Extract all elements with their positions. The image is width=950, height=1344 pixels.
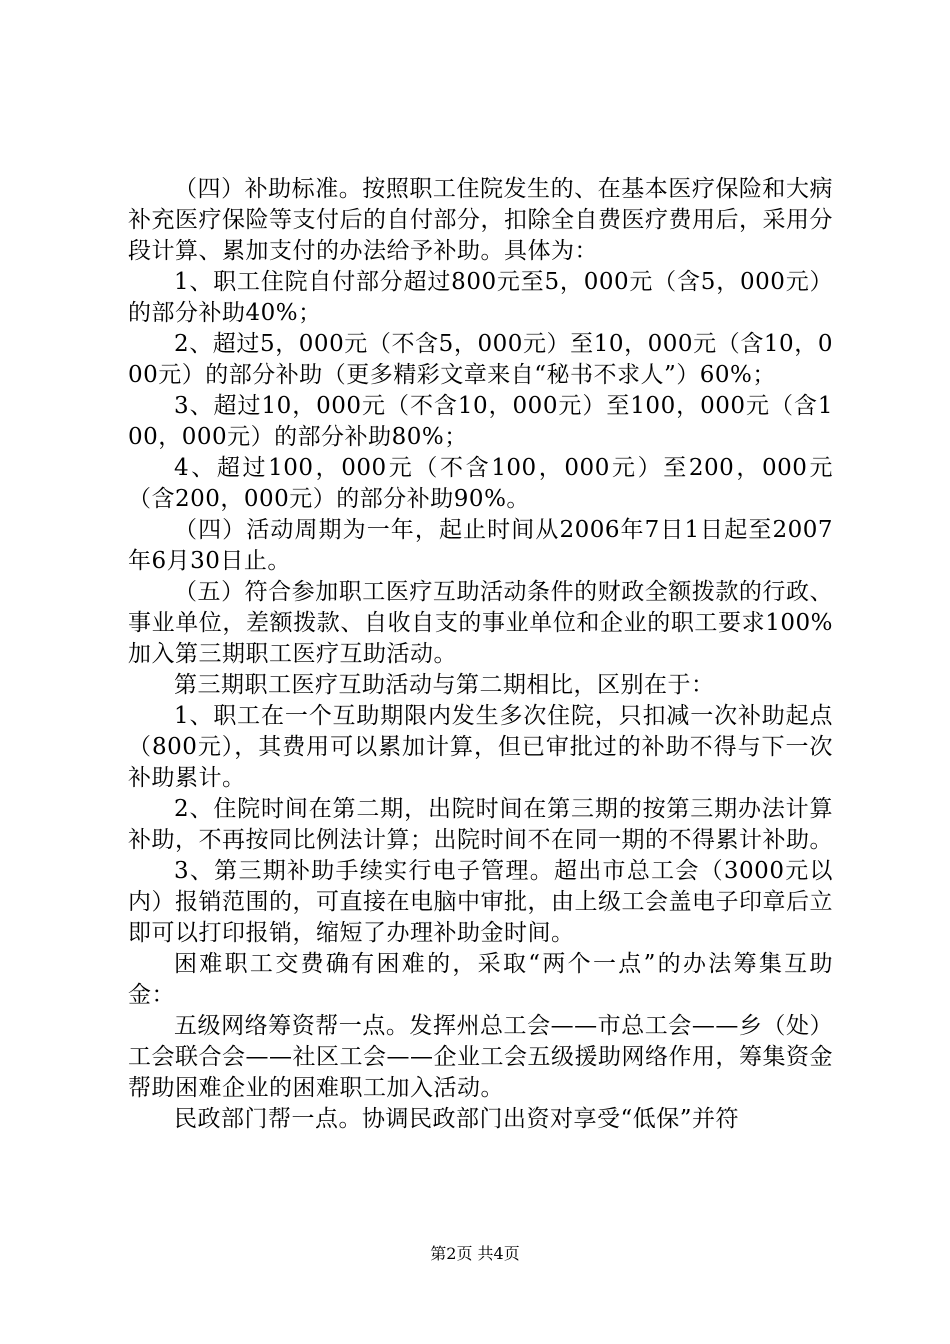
document-body xyxy=(128,174,833,1135)
paragraph-civil-affairs: 民政部门帮一点。协调民政部门出资对享受“低保”并符 xyxy=(174,1106,740,1132)
paragraph-difference-3: 3、第三期补助手续实行电子管理。超出市总工会（3000元以内）报销范围的，可直接在电脑中审批，由上级工会盖电子印章后立即可以打印报销，缩短了办理补助金时间。 xyxy=(128,858,833,946)
paragraph-differences-intro: 第三期职工医疗互助活动与第二期相比，区别在于： xyxy=(174,672,715,698)
paragraph-tier-1: 1、职工住院自付部分超过800元至5，000元（含5，000元）的部分补助40%； xyxy=(128,269,833,326)
paragraph-subsidy-standard: （四）补助标准。按照职工住院发生的、在基本医疗保险和大病补充医疗保险等支付后的自付部分，扣除全自费医疗费用后，采用分段计算、累加支付的办法给予补助。具体为： xyxy=(128,176,833,264)
paragraph-eligibility: （五）符合参加职工医疗互助活动条件的财政全额拨款的行政、事业单位，差额拨款、自收自支的事业单位和企业的职工要求100%加入第三期职工医疗互助活动。 xyxy=(128,579,833,667)
paragraph-network-funding: 五级网络筹资帮一点。发挥州总工会——市总工会——乡（处）工会联合会——社区工会——企业工会五级援助网络作用，筹集资金帮助困难企业的困难职工加入活动。 xyxy=(128,1013,833,1101)
paragraph-tier-2: 2、超过5，000元（不含5，000元）至10，000元（含10，000元）的部分补助（更多精彩文章来自“秘书不求人”）60%； xyxy=(128,331,833,388)
paragraph-tier-4: 4、超过100，000元（不含100，000元）至200，000元（含200，000元）的部分补助90%。 xyxy=(128,455,833,512)
page-footer: 第2页 共4页 xyxy=(430,1244,520,1263)
paragraph-activity-period: （四）活动周期为一年，起止时间从2006年7日1日起至2007年6月30日止。 xyxy=(128,517,833,574)
paragraph-hardship-intro: 困难职工交费确有困难的，采取“两个一点”的办法筹集互助金： xyxy=(128,951,833,1008)
paragraph-difference-2: 2、住院时间在第二期，出院时间在第三期的按第三期办法计算补助，不再按同比例法计算；出院时间不在同一期的不得累计补助。 xyxy=(128,796,833,853)
paragraph-tier-3: 3、超过10，000元（不含10，000元）至100，000元（含100，000元）的部分补助80%； xyxy=(128,393,833,450)
paragraph-difference-1: 1、职工在一个互助期限内发生多次住院，只扣减一次补助起点（800元），其费用可以累加计算，但已审批过的补助不得与下一次补助累计。 xyxy=(128,703,833,791)
